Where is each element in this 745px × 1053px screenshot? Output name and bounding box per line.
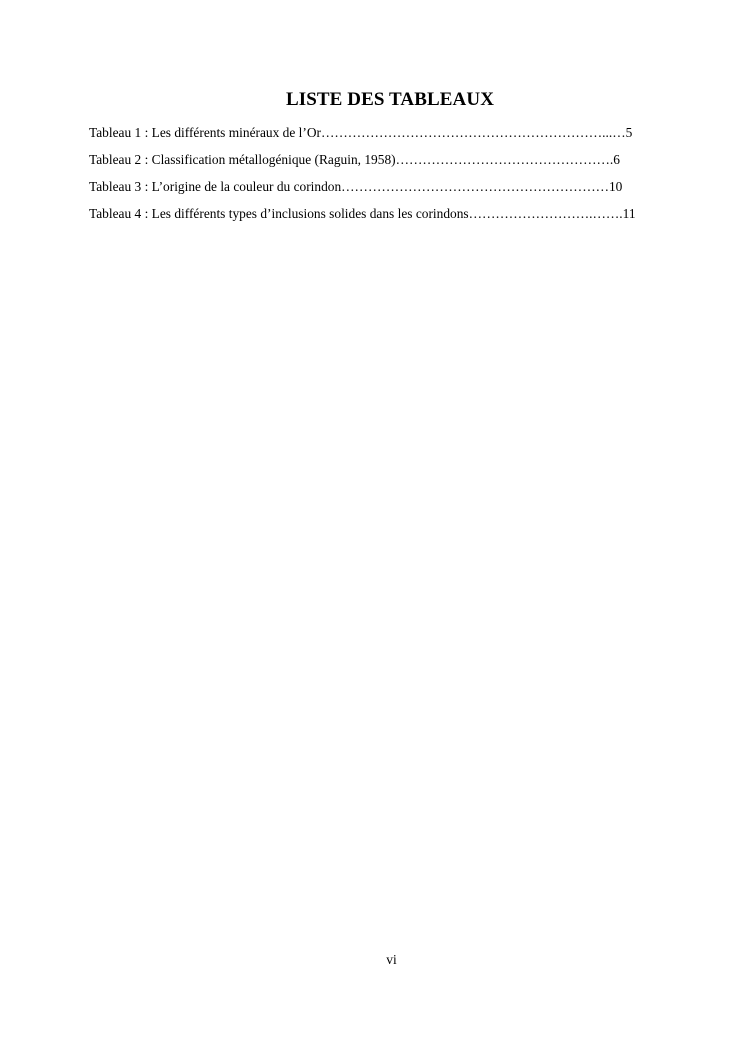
table-list [89, 125, 699, 233]
table-entry-2: Tableau 2 : Classification métallogénique (Raguin, 1958)………………………………………….6 [89, 152, 620, 167]
table-entry-1: Tableau 1 : Les différents minéraux de l’Or………………………………………………………...…5 [89, 125, 633, 140]
table-entry-3: Tableau 3 : L’origine de la couleur du corindon……………………………………………………10 [89, 179, 623, 194]
page-number: vi [386, 952, 397, 967]
page-title: LISTE DES TABLEAUX [285, 89, 495, 110]
table-entry-4: Tableau 4 : Les différents types d’inclusions solides dans les corindons……………………….…….11 [89, 206, 636, 221]
